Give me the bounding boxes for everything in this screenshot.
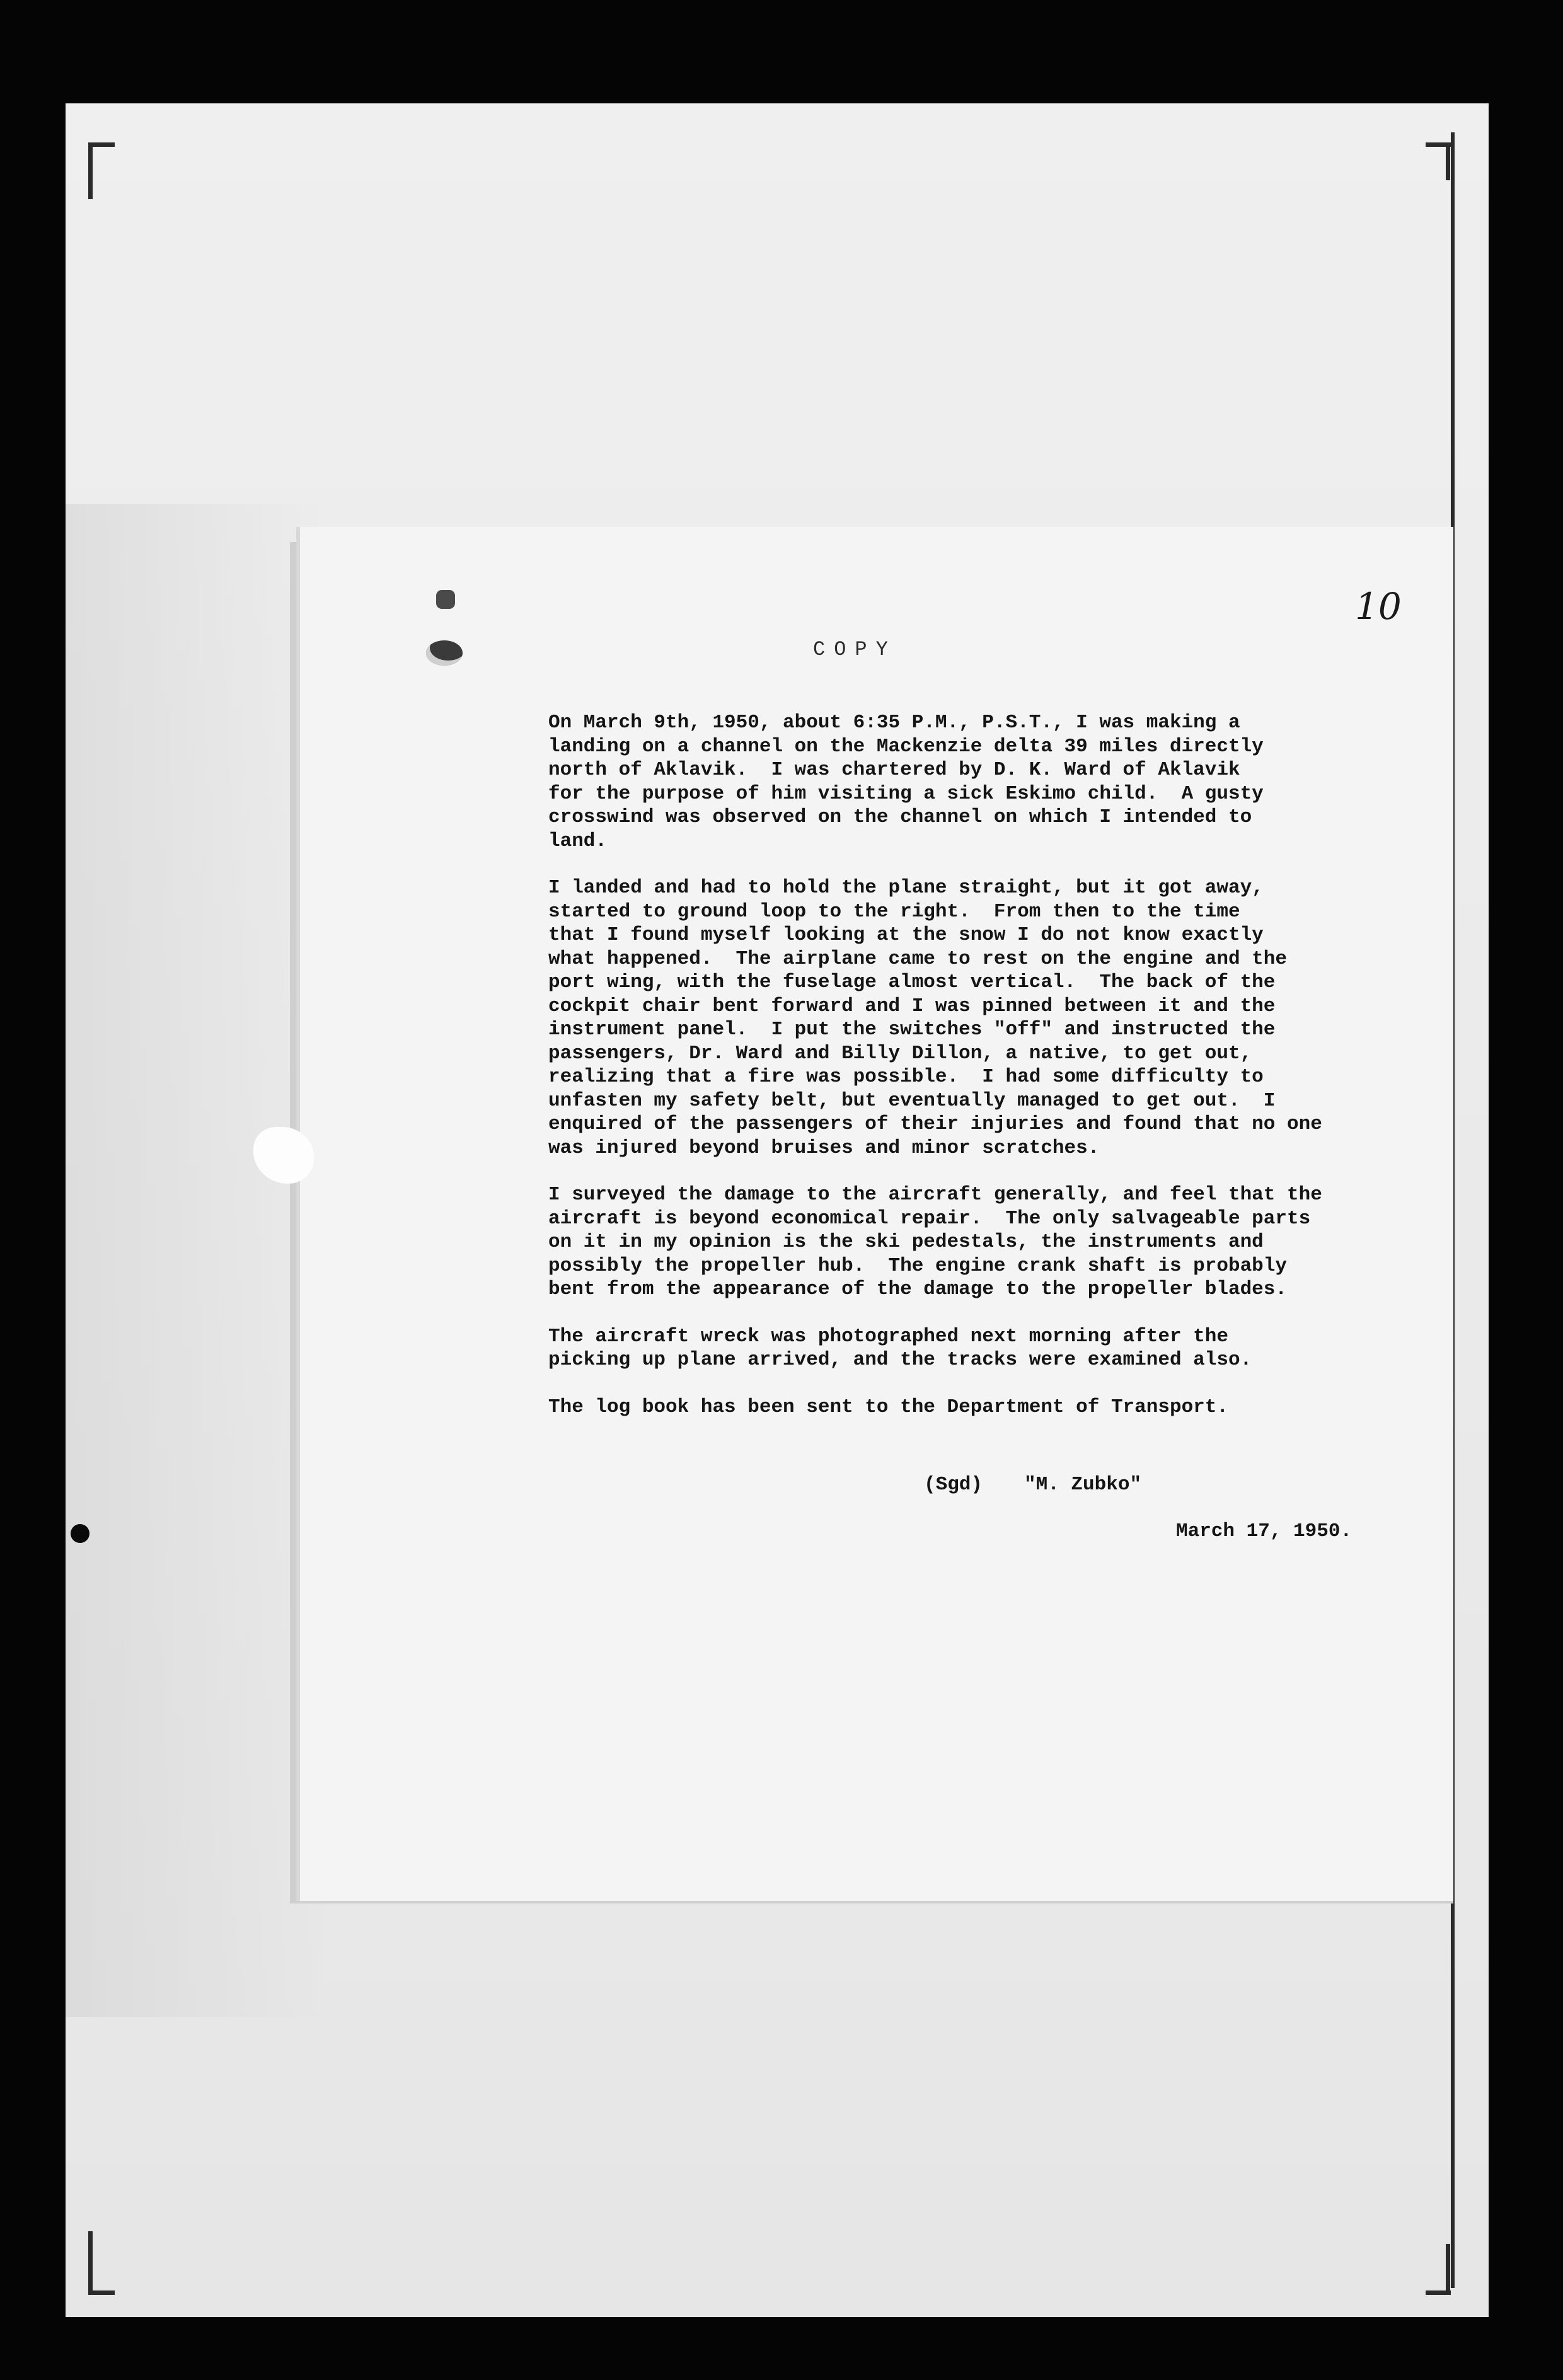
paragraph-4: The aircraft wreck was photographed next morning after the picking up plane arrived, and the tracks were examined also. [548,1325,1252,1371]
crop-mark-top-left [88,142,115,147]
crop-mark-bottom-left [88,2290,115,2295]
paragraph-1: On March 9th, 1950, about 6:35 P.M., P.S.T., I was making a landing on a channel on the Mackenzie delta 39 miles directly north of Aklavik. I was chartered by D. K. Ward of Aklavik for the purpose of him visiting a sick Eskimo child. A gusty crosswind was observed on the channel on which I intended to land. [548,712,1264,852]
staple-mark [436,590,455,609]
crop-mark-bottom-right [1446,2244,1450,2294]
signature-name: "M. Zubko" [1024,1474,1142,1496]
punch-hole-mark [426,640,463,666]
page-number: 10 [1355,585,1402,628]
crop-mark-bottom-left [88,2231,93,2294]
paragraph-5: The log book has been sent to the Department of Transport. [548,1395,1228,1418]
letter-body [548,711,1431,1442]
signature-line [924,1474,1141,1496]
crop-mark-top-right [1446,142,1450,180]
crop-mark-bottom-right [1426,2290,1451,2295]
crop-mark-top-left [88,142,93,199]
paragraph-3: I surveyed the damage to the aircraft generally, and feel that the aircraft is beyond economical repair. The only salvageable parts on it in my opinion is the ski pedestals, the instruments and possibly the propeller hub. The engine crank shaft is probably bent from the appearance of the damage to the propeller blades. [548,1184,1322,1300]
signature-label: (Sgd) [924,1474,983,1496]
binder-hole [71,1524,89,1543]
letter-date: March 17, 1950. [1176,1520,1352,1542]
document-heading: COPY [813,638,897,661]
paragraph-2: I landed and had to hold the plane straight, but it got away, started to ground loop to the right. From then to the time that I found myself looking at the snow I do not know exactly what happened. The airplane came to rest on the engine and the port wing, with the fuselage almost vertical. The back of the cockpit chair bent forward and I was pinned between it and the instrument panel. I put the switches "off" and instructed the passengers, Dr. Ward and Billy Dillon, a native, to get out, realizing that a fire was possible. I had some difficulty to unfasten my safety belt, but eventually managed to get out. I enquired of the passengers of their injuries and found that no one was injured beyond bruises and minor scratches. [548,877,1322,1159]
crop-mark-top-right [1426,142,1451,147]
